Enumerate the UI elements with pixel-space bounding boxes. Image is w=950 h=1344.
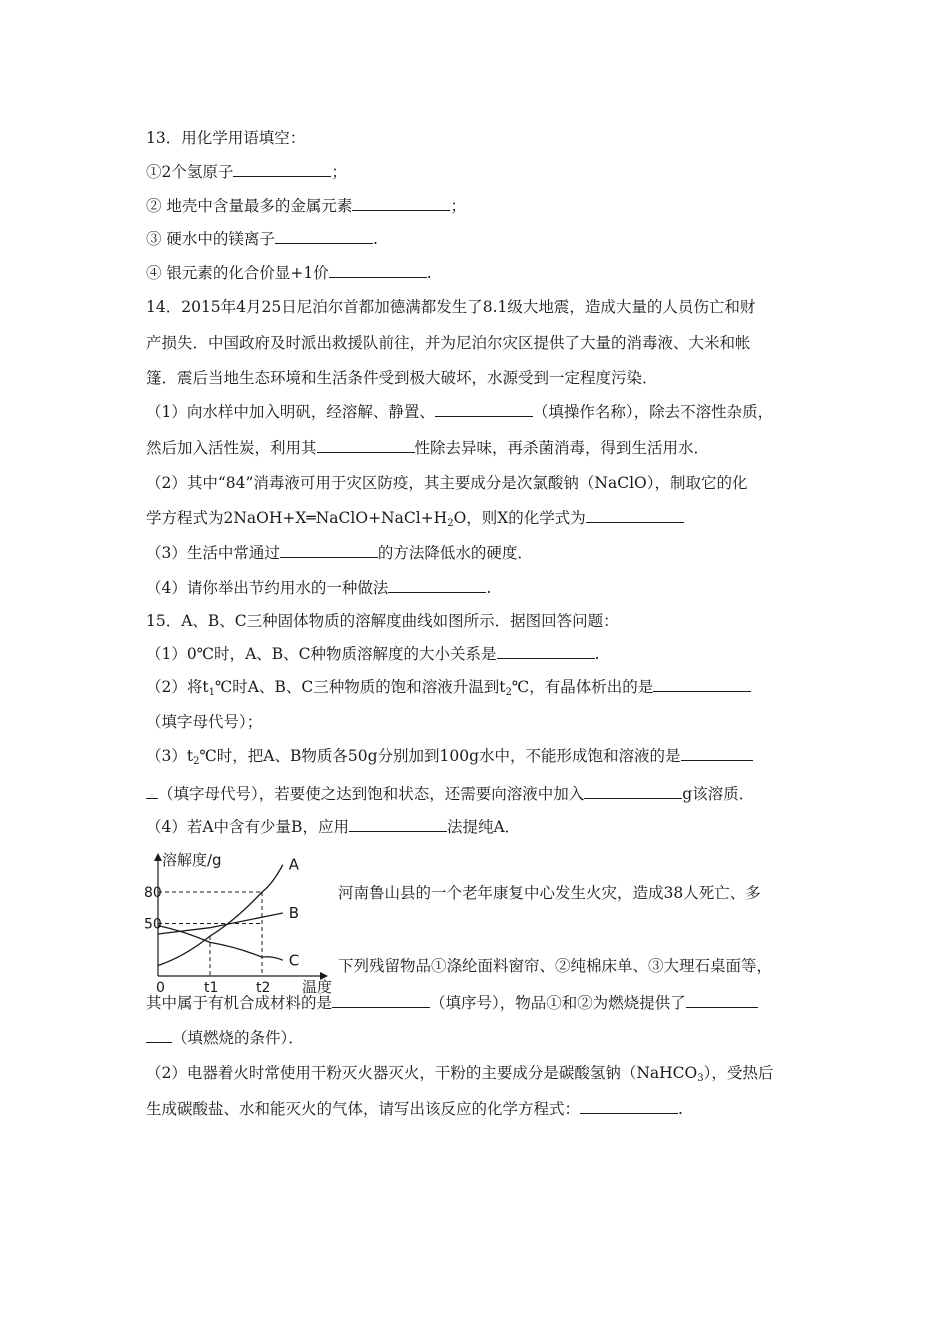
y-tick-80: 80 xyxy=(144,885,162,901)
chart-series xyxy=(158,865,283,966)
answer-blank[interactable] xyxy=(686,993,758,1008)
answer-blank[interactable] xyxy=(329,263,427,278)
answer-blank[interactable] xyxy=(275,229,373,244)
q15-intro: 15．A、B、C三种固体物质的溶解度曲线如图所示．据图回答问题： xyxy=(146,612,619,630)
y-tick-50: 50 xyxy=(144,916,162,933)
q13-item-4: ④ 银元素的化合价显+1价 . xyxy=(146,264,432,282)
q15-part-2b: （填字母代号）； xyxy=(146,713,263,731)
q15-part-4: （4）若A中含有少量B，应用 法提纯A． xyxy=(146,818,521,836)
chart-axes xyxy=(154,853,328,980)
x-axis-title: 温度 xyxy=(302,978,333,996)
answer-blank[interactable] xyxy=(681,746,753,761)
series-label-c: C xyxy=(288,951,300,970)
answer-blank[interactable] xyxy=(388,578,486,593)
q14-part-1a: （1）向水样中加入明矾，经溶解、静置、 （填操作名称），除去不溶性杂质， xyxy=(146,403,774,421)
x-tick-t1: t1 xyxy=(204,980,219,996)
q15-part-3b: （填字母代号），若要使之达到饱和状态，还需要向溶液中加入 g该溶质． xyxy=(146,784,754,804)
answer-blank[interactable] xyxy=(497,644,595,659)
q16-wrap-1: 河南鲁山县的一个老年康复中心发生火灾，造成38人死亡、多 xyxy=(338,884,761,902)
answer-blank[interactable] xyxy=(332,993,430,1008)
x-tick-t2: t2 xyxy=(256,980,271,996)
answer-blank[interactable] xyxy=(586,508,684,523)
q16-line-4: （填燃烧的条件）． xyxy=(146,1028,304,1048)
q13-item-1: ①2个氢原子 ； xyxy=(146,163,347,181)
q13-item-2: ② 地壳中含量最多的金属元素 ； xyxy=(146,197,466,215)
answer-blank[interactable] xyxy=(653,677,751,692)
q15-part-3a: $(3)t_2℃$时，把A、B物质各50g分别加到100g水中，不能形成饱和溶液的是 xyxy=(146,746,753,766)
series-c-line xyxy=(158,926,283,961)
answer-blank-continued[interactable] xyxy=(146,784,158,799)
q14-intro-1: 14．2015年4月25日尼泊尔首都加德满都发生了8.1级大地震，造成大量的人员伤亡和财 xyxy=(146,298,756,316)
solubility-chart xyxy=(142,850,342,1000)
answer-blank[interactable] xyxy=(317,438,415,453)
answer-blank-continued[interactable] xyxy=(146,1028,172,1043)
q14-part-1b: 然后加入活性炭，利用其 性除去异味，再杀菌消毒，得到生活用水． xyxy=(146,439,710,457)
q13-item-3: ③ 硬水中的镁离子 . xyxy=(146,230,378,248)
q14-intro-2: 产损失．中国政府及时派出救援队前往，并为尼泊尔灾区提供了大量的消毒液、大米和帐 xyxy=(146,334,751,352)
answer-blank[interactable] xyxy=(352,196,450,211)
answer-blank[interactable] xyxy=(580,1099,678,1114)
answer-blank[interactable] xyxy=(280,543,378,558)
q14-part-2a: （2）其中“84”消毒液可用于灾区防疫，其主要成分是次氯酸钠（NaClO），制取它的化 xyxy=(146,474,748,492)
series-label-a: A xyxy=(288,855,300,874)
x-tick-0: 0 xyxy=(156,980,165,996)
q16-part-2b: 生成碳酸盐、水和能灭火的气体，请写出该反应的化学方程式： . xyxy=(146,1100,683,1118)
q16-wrap-2: 下列残留物品①涤纶面料窗帘、②纯棉床单、③大理石桌面等， xyxy=(338,957,773,975)
q14-part-2b: 学方程式为$2NaOH+X═NaClO+NaCl+H_2O$，则X的化学式为 xyxy=(146,508,684,528)
q15-part-1: （1）0℃时，A、B、C种物质溶解度的大小关系是 . xyxy=(146,645,600,663)
q13-title: 13．用化学用语填空： xyxy=(146,129,306,147)
q14-intro-3: 篷．震后当地生态环境和生活条件受到极大破坏，水源受到一定程度污染． xyxy=(146,369,658,387)
q14-part-4: （4）请你举出节约用水的一种做法 . xyxy=(146,579,492,597)
series-a-line xyxy=(158,865,283,966)
y-axis-title: 溶解度/g xyxy=(162,851,222,869)
series-label-b: B xyxy=(288,904,300,922)
answer-blank[interactable] xyxy=(584,784,682,799)
answer-blank[interactable] xyxy=(233,162,331,177)
y-axis-arrow xyxy=(154,853,162,861)
answer-blank[interactable] xyxy=(349,817,447,832)
chart-guides xyxy=(158,892,262,976)
q14-part-3: （3）生活中常通过 的方法降低水的硬度． xyxy=(146,544,533,562)
q16-line-3: 其中属于有机合成材料的是 （填序号），物品①和②为燃烧提供了 xyxy=(146,993,758,1013)
answer-blank[interactable] xyxy=(435,402,533,417)
q16-part-2a: （2）电器着火时常使用干粉灭火器灭火，干粉的主要成分是碳酸氢钠（NaHCO$_3$），受热后 xyxy=(146,1064,774,1084)
q15-part-2a: （2）将$t_1℃$时A、B、C三种物质的饱和溶液升温到$t_2℃$，有晶体析出的是 xyxy=(146,677,751,697)
